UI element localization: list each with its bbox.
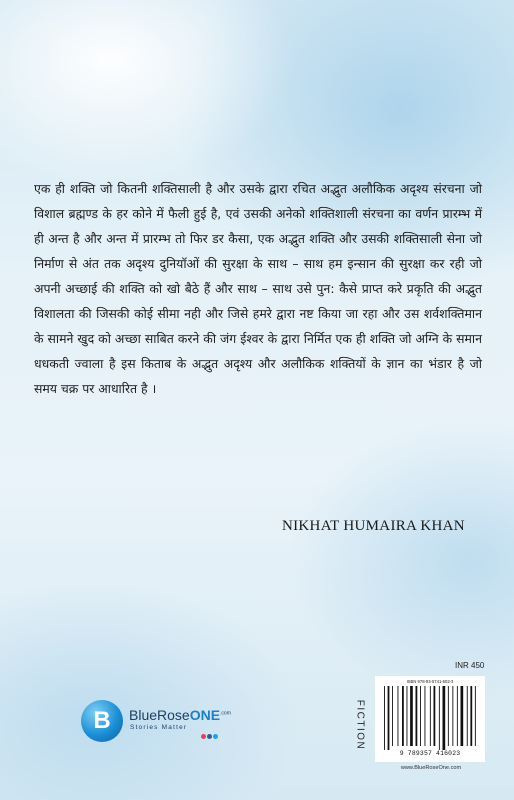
bluerose-logo-icon [81, 700, 123, 742]
logo-mark-letter: B [93, 707, 111, 734]
barcode-bar [470, 686, 472, 746]
barcode-bar [439, 686, 440, 750]
barcode-bar [425, 686, 426, 746]
barcode-bar [448, 686, 449, 746]
barcode-bar [407, 686, 408, 746]
social-icons [201, 734, 218, 739]
barcode-bar [430, 686, 431, 746]
barcode-bar [416, 686, 418, 746]
barcode-bar [410, 686, 413, 746]
barcode-bar [443, 686, 446, 750]
publisher-name-suffix: .com [220, 710, 231, 717]
barcode-bar [452, 686, 453, 746]
genre-text: FICTION [354, 699, 366, 751]
author-name: NIKHAT HUMAIRA KHAN [282, 518, 465, 534]
barcode-bar [420, 686, 421, 746]
barcode-bar [467, 686, 468, 746]
barcode-bar [461, 686, 464, 746]
barcode-bar [384, 686, 385, 750]
book-description: एक ही शक्ति जो कितनी शक्तिसाली है और उसके द्वारा रचित अद्भुत अलौकिक अदृश्य संरचना जो विशाल ब्रह्मण्ड के हर कोने में फैली हुई है, एवं उसकी अनेको शक्तिशाली संरचना का वर्णन प्रारम्भ में ही अन्त है और अन्त में प्रारम्भ तो फिर डर कैसा, एक अद्भुत शक्ति और उसकी शक्तिसाली सेना जो निर्माण से अंत तक अदृश्य दुनियॉओं की सुरक्षा के साथ – साथ हम इन्सान की सुरक्षा कर रही जो अपनी अच्छाई की शक्ति को खो बैठे हैं और साथ – साथ उसे पुन: कैसे प्राप्त करे प्रकृति की अद्भुत विशालता की जिसकी कोई सीमा नही और जिसे हमरे द्वारा नष्ट किया जा रहा और उस शर्वशक्तिमान के सामने खुद को अच्छा साबित करने की जंग ईश्वर के द्वारा निर्मित एक ही शक्ति जो अग्नि के समान धधकती ज्वाला है इस किताब के अद्भुत अदृश्य और अलौकिक शक्तियों के ज्ञान का भंडार है जो समय चक्र पर आधारित है । [34, 181, 482, 396]
instagram-icon [201, 734, 206, 739]
barcode-bar [398, 686, 399, 746]
barcode-bar [388, 686, 390, 750]
publisher-tagline: Stories Matter [130, 724, 188, 731]
barcode-bar [402, 686, 404, 746]
isbn-barcode [375, 676, 485, 762]
genre-label [352, 690, 368, 760]
barcode-bar [392, 686, 393, 746]
barcode-bar [457, 686, 458, 746]
barcode-number: 9 789357 416023 [399, 750, 461, 757]
publisher-name-accent: ONE [189, 707, 221, 723]
barcode-bar [434, 686, 436, 746]
facebook-icon [207, 734, 212, 739]
barcode-bars [383, 686, 477, 750]
publisher-url: www.BlueRoseOne.com [400, 765, 462, 771]
isbn-text: ISBN 978-93-5741-602-3 [406, 679, 454, 684]
publisher-name-main: BlueRose [129, 707, 190, 723]
price-label: INR 450 [455, 661, 485, 670]
twitter-icon [213, 734, 218, 739]
publisher-name [129, 707, 231, 723]
publisher-logo [81, 700, 261, 744]
barcode-bar [475, 686, 476, 746]
